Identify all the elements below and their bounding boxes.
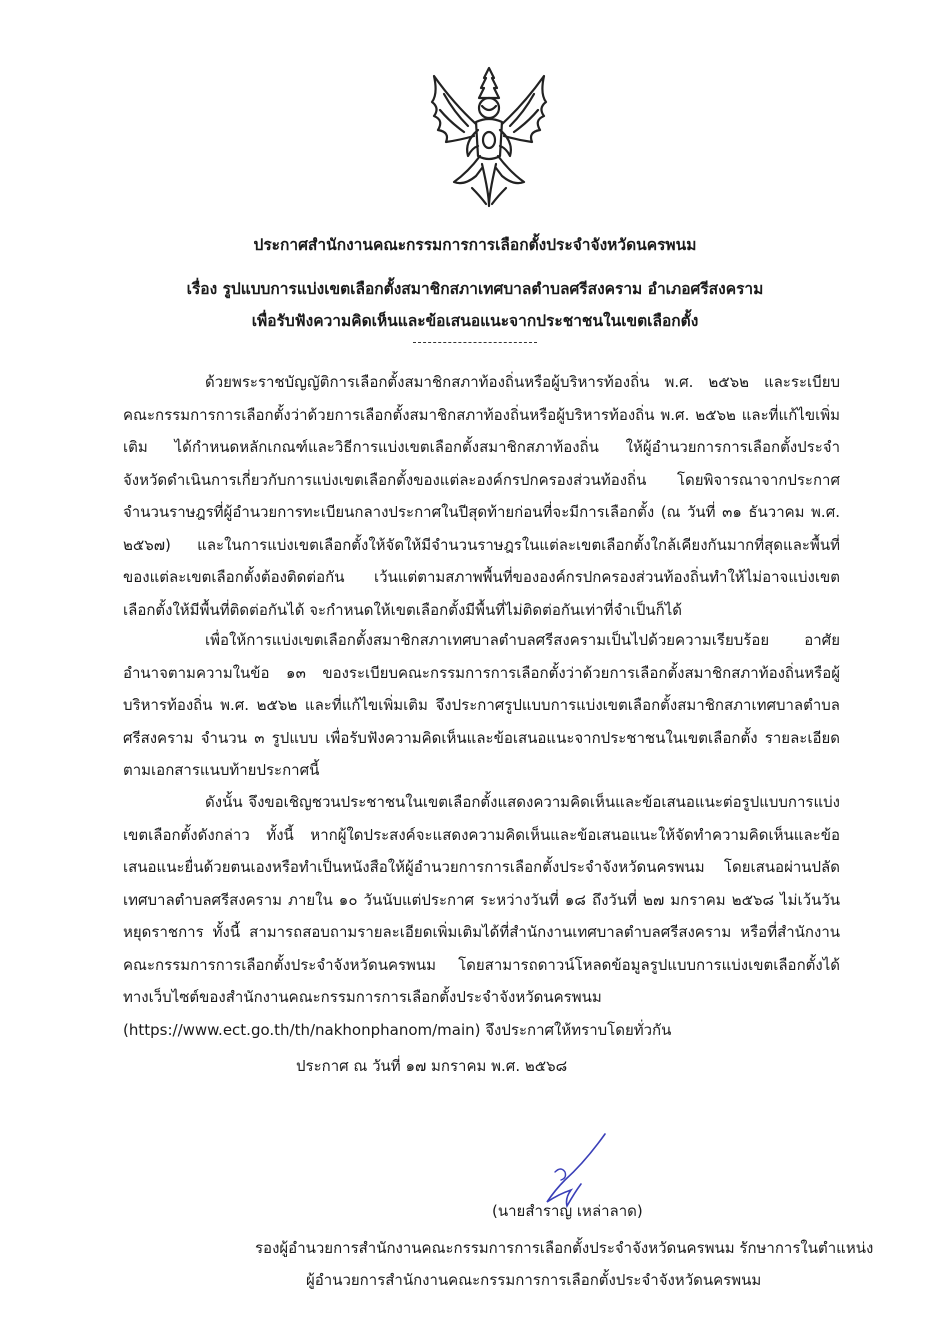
announcement-subject-continued: เพื่อรับฟังความคิดเห็นและข้อเสนอแนะจากประชาชนในเขตเลือกตั้ง	[251, 312, 699, 330]
signatory-position-line-2: ผู้อำนวยการสำนักงานคณะกรรมการการเลือกตั้งประจำจังหวัดนครพนม	[306, 1271, 762, 1289]
garuda-emblem-icon	[424, 64, 554, 212]
signatory-name: (นายสำราญ เหล่าลาด)	[492, 1202, 643, 1220]
announcement-date: ประกาศ ณ วันที่ ๑๗ มกราคม พ.ศ. ๒๕๖๘	[296, 1057, 568, 1075]
body-paragraph-2: เพื่อให้การแบ่งเขตเลือกตั้งสมาชิกสภาเทศบาลตำบลศรีสงครามเป็นไปด้วยความเรียบร้อย อาศัยอำนาจตามความในข้อ ๑๓ ของระเบียบคณะกรรมการการเลือกตั้งว่าด้วยการเลือกตั้งสมาชิกสภาท้องถิ่นหรือผู้บริหารท้องถิ่น พ.ศ. ๒๕๖๒ และที่แก้ไขเพิ่มเติม จึงประกาศรูปแบบการแบ่งเขตเลือกตั้งสมาชิกสภาเทศบาลตำบลศรีสงคราม จำนวน ๓ รูปแบบ เพื่อรับฟังความคิดเห็นและข้อเสนอแนะจากประชาชนในเขตเลือกตั้ง รายละเอียดตามเอกสารแนบท้ายประกาศนี้	[123, 631, 840, 779]
announcement-title: ประกาศสำนักงานคณะกรรมการการเลือกตั้งประจำจังหวัดนครพนม	[253, 236, 697, 254]
body-paragraph-3: ดังนั้น จึงขอเชิญชวนประชาชนในเขตเลือกตั้งแสดงความคิดเห็นและข้อเสนอแนะต่อรูปแบบการแบ่งเขตเลือกตั้งดังกล่าว ทั้งนี้ หากผู้ใดประสงค์จะแสดงความคิดเห็นและข้อเสนอแนะให้จัดทำความคิดเห็นและข้อเสนอแนะยื่นด้วยตนเองหรือทำเป็นหนังสือให้ผู้อำนวยการการเลือกตั้งประจำจังหวัดนครพนม โดยเสนอผ่านปลัดเทศบาลตำบลศรีสงคราม ภายใน ๑๐ วันนับแต่ประกาศ ระหว่างวันที่ ๑๘ ถึงวันที่ ๒๗ มกราคม ๒๕๖๘ ไม่เว้นวันหยุดราชการ ทั้งนี้ สามารถสอบถามรายละเอียดเพิ่มเติมได้ที่สำนักงานเทศบาลตำบลศรีสงคราม หรือที่สำนักงานคณะกรรมการการเลือกตั้งประจำจังหวัดนครพนม โดยสามารถดาวน์โหลดข้อมูลรูปแบบการแบ่งเขตเลือกตั้งได้ทางเว็บไซต์ของสำนักงานคณะกรรมการการเลือกตั้งประจำจังหวัดนครพนม (https://www.ect.go.th/th/nakhonphanom/main) จึงประกาศให้ทราบโดยทั่วกัน	[123, 793, 840, 1039]
signatory-position-line-1: รองผู้อำนวยการสำนักงานคณะกรรมการการเลือกตั้งประจำจังหวัดนครพนม รักษาการในตำแหน่ง	[255, 1239, 874, 1257]
announcement-subject: เรื่อง รูปแบบการแบ่งเขตเลือกตั้งสมาชิกสภาเทศบาลตำบลศรีสงคราม อำเภอศรีสงคราม	[186, 280, 764, 298]
body-paragraph-1: ด้วยพระราชบัญญัติการเลือกตั้งสมาชิกสภาท้องถิ่นหรือผู้บริหารท้องถิ่น พ.ศ. ๒๕๖๒ และระเบียบคณะกรรมการการเลือกตั้งว่าด้วยการเลือกตั้งสมาชิกสภาท้องถิ่นหรือผู้บริหารท้องถิ่น พ.ศ. ๒๕๖๒ และที่แก้ไขเพิ่มเติม ได้กำหนดหลักเกณฑ์และวิธีการแบ่งเขตเลือกตั้งสมาชิกสภาท้องถิ่น ให้ผู้อำนวยการการเลือกตั้งประจำจังหวัดดำเนินการเกี่ยวกับการแบ่งเขตเลือกตั้งของแต่ละองค์กรปกครองส่วนท้องถิ่น โดยพิจารณาจากประกาศจำนวนราษฎรที่ผู้อำนวยการทะเบียนกลางประกาศในปีสุดท้ายก่อนที่จะมีการเลือกตั้ง (ณ วันที่ ๓๑ ธันวาคม พ.ศ. ๒๕๖๗) และในการแบ่งเขตเลือกตั้งให้จัดให้มีจำนวนราษฎรในแต่ละเขตเลือกตั้งใกล้เคียงกันมากที่สุดและพื้นที่ของแต่ละเขตเลือกตั้งต้องติดต่อกัน เว้นแต่ตามสภาพพื้นที่ขององค์กรปกครองส่วนท้องถิ่นทำให้ไม่อาจแบ่งเขตเลือกตั้งให้มีพื้นที่ติดต่อกันได้ จะกำหนดให้เขตเลือกตั้งมีพื้นที่ไม่ติดต่อกันเท่าที่จำเป็นก็ได้	[123, 373, 840, 619]
header-divider	[413, 342, 537, 343]
